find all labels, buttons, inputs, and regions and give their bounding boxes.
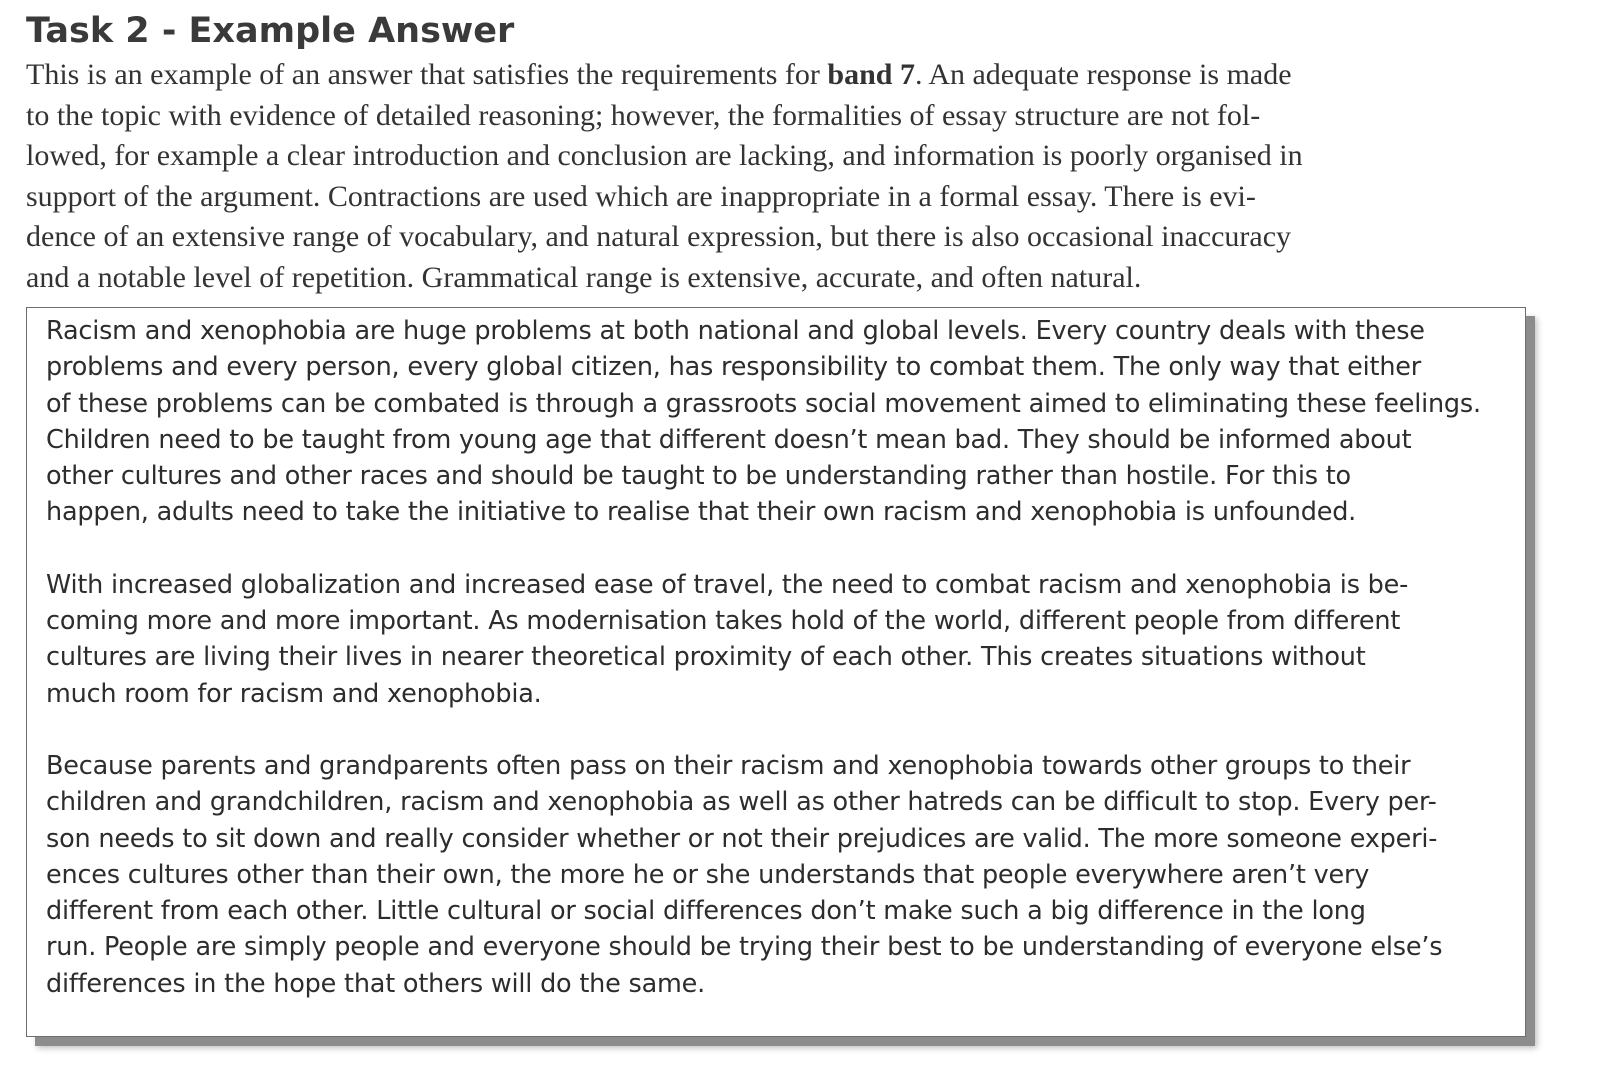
essay-line: differences in the hope that others will do the same. [46,968,706,999]
intro-line: lowed, for example a clear introduction and conclusion are lacking, and information is poorly organised in [26,139,1303,172]
intro-description [26,55,1526,298]
essay-text [46,313,1516,1002]
essay-line: run. People are simply people and everyone should be trying their best to be understanding of everyone else’s [46,932,1443,963]
intro-line: to the topic with evidence of detailed reasoning; however, the formalities of essay structure are not fol- [26,98,1261,132]
essay-line: of these problems can be combated is through a grassroots social movement aimed to eliminating these feelings. [46,388,1481,419]
intro-line-start: This is an example of an answer that satisfies the requirements for [26,58,828,91]
page-title: Task 2 - Example Answer [26,11,515,51]
essay-paragraph-2 [46,567,1516,712]
essay-line: ences cultures other than their own, the more he or she understands that people everywhere aren’t very [46,859,1370,890]
essay-line: coming more and more important. As modernisation takes hold of the world, different people from different [46,606,1401,637]
band-score: band 7 [827,58,915,91]
intro-line [26,55,1526,96]
essay-paragraph-1 [46,313,1516,531]
essay-line: son needs to sit down and really consider whether or not their prejudices are valid. The more someone experi- [46,823,1438,854]
essay-line: Racism and xenophobia are huge problems at both national and global levels. Every country deals with these [46,316,1425,346]
intro-line: and a notable level of repetition. Grammatical range is extensive, accurate, and often natural. [26,260,1142,294]
essay-line: Because parents and grandparents often pass on their racism and xenophobia towards other groups to their [46,750,1411,781]
essay-line: cultures are living their lives in nearer theoretical proximity of each other. This creates situations without [46,642,1366,673]
intro-line: dence of an extensive range of vocabulary, and natural expression, but there is also occasional inaccuracy [26,220,1292,253]
intro-line: support of the argument. Contractions are used which are inappropriate in a formal essay. There is evi- [26,179,1256,213]
essay-line: other cultures and other races and should be taught to be understanding rather than hostile. For this to [46,461,1351,492]
essay-line: children and grandchildren, racism and xenophobia as well as other hatreds can be difficult to stop. Every per- [46,787,1437,818]
essay-line: problems and every person, every global citizen, has responsibility to combat them. The only way that either [46,352,1422,383]
essay-line: Children need to be taught from young age that different doesn’t mean bad. They should be informed about [46,424,1412,455]
essay-line: With increased globalization and increased ease of travel, the need to combat racism and xenophobia is be- [46,569,1409,600]
essay-paragraph-3 [46,748,1516,1002]
essay-line: happen, adults need to take the initiative to realise that their own racism and xenophobia is unfounded. [46,497,1357,528]
example-answer-box [26,307,1526,1037]
intro-line-end: . An adequate response is made [914,58,1292,91]
essay-line: much room for racism and xenophobia. [46,678,542,709]
essay-line: different from each other. Little cultural or social differences don’t make such a big difference in the long [46,896,1366,927]
